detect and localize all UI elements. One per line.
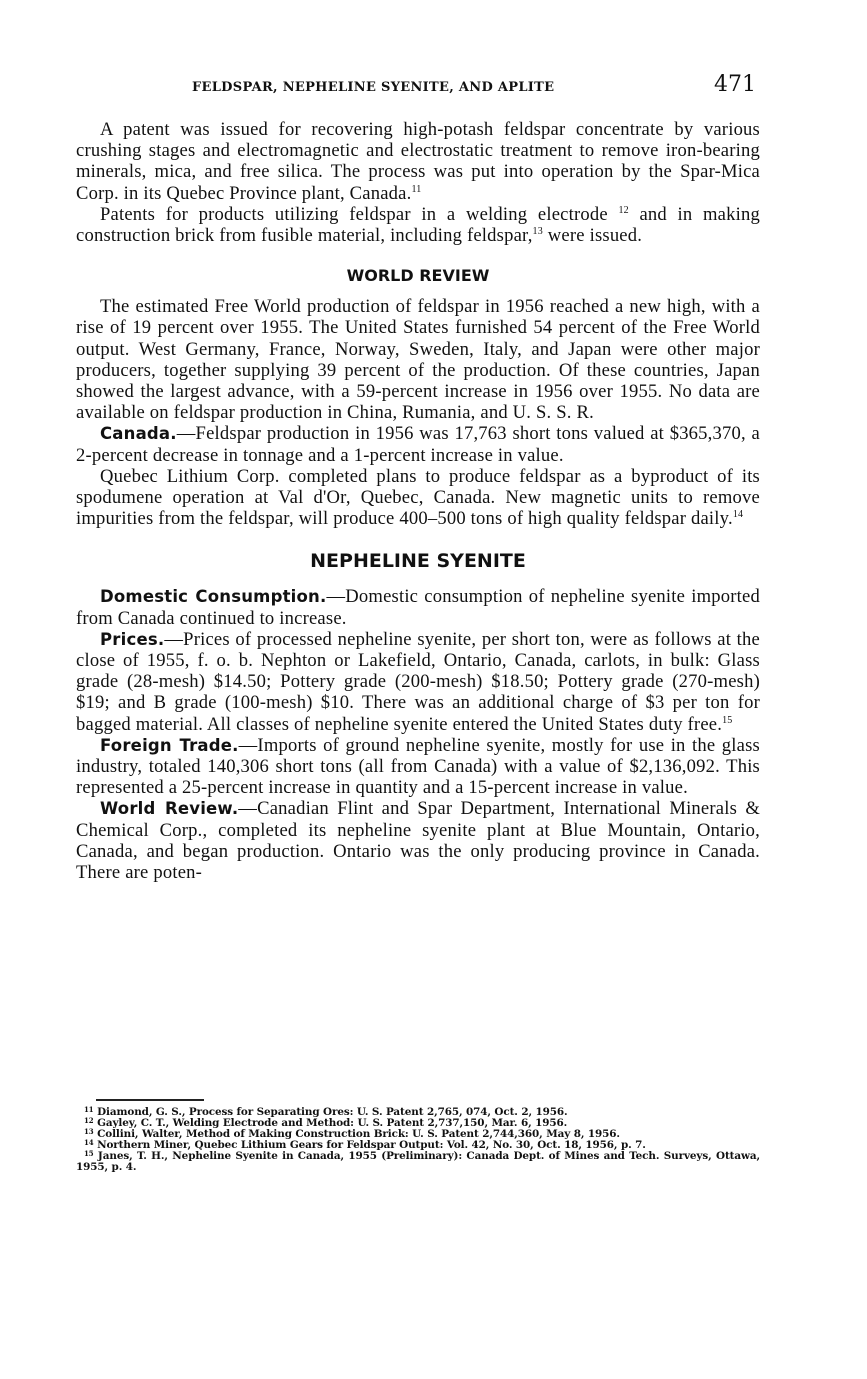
footnote-ref: 15	[722, 714, 733, 726]
paragraph-text: Quebec Lithium Corp. completed plans to produce feldspar as a byproduct of its spodumene operation at Val d'Or, Quebec, Canada. New magnetic units to remove impurities from the feldspar, will produce 400–500 tons of high quality feldspar daily.	[76, 465, 760, 530]
footnotes	[76, 1107, 760, 1173]
footnote-text: Janes, T. H., Nepheline Syenite in Canada, 1955 (Preliminary): Canada Dept. of Mines and Tech. Surveys, Ottawa, 1955, p. 4.	[76, 1150, 760, 1173]
section-heading-world-review: WORLD REVIEW	[346, 266, 490, 286]
paragraph-text: —Domestic consumption of nepheline syenite imported from Canada continued to increase.	[76, 586, 760, 629]
paragraph-world-review-nepheline	[76, 798, 760, 883]
run-in-heading-foreign-trade: Foreign Trade.	[100, 735, 239, 755]
paragraph-text: —Imports of ground nepheline syenite, mostly for use in the glass industry, totaled 140,306 short tons (all from Canada) with a value of $2,136,092. This represented a 25-percent increase in quantity and a 15-percent increase in value.	[76, 734, 760, 799]
footnote-ref: 13	[532, 226, 543, 238]
body-text	[76, 119, 760, 883]
paragraph-prices	[76, 629, 760, 735]
run-in-heading-prices: Prices.	[100, 629, 165, 649]
footnote-ref: 11	[411, 183, 422, 195]
run-in-heading-canada: Canada.	[100, 424, 177, 444]
footnote-text: Diamond, G. S., Process for Separating Ores: U. S. Patent 2,765, 074, Oct. 2, 1956.	[97, 1106, 568, 1118]
footnote-ref: 14	[732, 509, 744, 521]
paragraph-text: A patent was issued for recovering high-potash feldspar concentrate by various crushing stages and electromagnetic and electrostatic treatment to remove iron-bearing minerals, mica, and free silica. The process was put into operation by the Spar-Mica Corp. in its Quebec Province plant, Canada.	[76, 119, 760, 204]
paragraph-patents-products	[76, 204, 760, 246]
paragraph-domestic-consumption	[76, 586, 760, 628]
running-title: FELDSPAR, NEPHELINE SYENITE, AND APLITE	[192, 80, 555, 95]
paragraph-text: —Feldspar production in 1956 was 17,763 short tons valued at $365,370, a 2-percent decrease in tonnage and a 1-percent increase in value.	[76, 423, 760, 466]
paragraph-quebec-lithium	[76, 466, 760, 530]
footnote-number: 14	[84, 1138, 94, 1147]
paragraph-text: were issued.	[542, 225, 643, 247]
footnote-text: Gayley, C. T., Welding Electrode and Method: U. S. Patent 2,737,150, Mar. 6, 1956.	[97, 1117, 568, 1129]
footnote-item	[76, 1151, 760, 1173]
paragraph-patent-feldspar-concentrate	[76, 119, 760, 204]
run-in-heading-domestic-consumption: Domestic Consumption.	[100, 587, 327, 607]
footnote-number: 13	[84, 1127, 94, 1136]
section-heading-nepheline-syenite: NEPHELINE SYENITE	[310, 550, 526, 573]
paragraph-foreign-trade	[76, 735, 760, 799]
page-header	[76, 72, 760, 102]
footnote-number: 12	[84, 1116, 94, 1125]
footnote-text: Northern Miner, Quebec Lithium Gears for Feldspar Output: Vol. 42, No. 30, Oct. 18, 1956, p. 7.	[97, 1139, 646, 1151]
footnote-text: Collini, Walter, Method of Making Construction Brick: U. S. Patent 2,744,360, May 8, 1956.	[97, 1128, 620, 1140]
footnote-number: 15	[84, 1149, 94, 1158]
footnote-divider	[96, 1099, 204, 1101]
page-number: 471	[714, 72, 756, 97]
footnote-ref: 12	[618, 204, 629, 216]
paragraph-world-production: The estimated Free World production of feldspar in 1956 reached a new high, with a rise of 19 percent over 1955. The United States furnished 54 percent of the Free World output. West Germany, France, Norway, Sweden, Italy, and Japan were other major producers, together supplying 39 percent of the production. Of these countries, Japan showed the largest advance, with a 59-percent increase in 1956 over 1955. No data are available on feldspar production in China, Rumania, and U. S. S. R.	[76, 296, 760, 424]
paragraph-text: and in making construction brick from fusible material, including feldspar,	[76, 203, 760, 247]
paragraph-text: —Canadian Flint and Spar Department, International Minerals & Chemical Corp., completed its nepheline syenite plant at Blue Mountain, Ontario, Canada, and began production. Ontario was the only producing province in Canada. There are poten-	[76, 798, 760, 884]
run-in-heading-world-review: World Review.	[100, 799, 239, 819]
paragraph-text: —Prices of processed nepheline syenite, per short ton, were as follows at the close of 1955, f. o. b. Nephton or Lakefield, Ontario, Canada, carlots, in bulk: Glass grade (28-mesh) $14.50; Pottery grade (200-mesh) $18.50; Pottery grade (270-mesh) $19; and B grade (100-mesh) $10. There was an additional charge of $3 per ton for bagged material. All classes of nepheline syenite entered the United States duty free.	[76, 628, 760, 735]
paragraph-canada	[76, 423, 760, 465]
paragraph-text: Patents for products utilizing feldspar in a welding electrode	[100, 203, 608, 225]
footnote-number: 11	[84, 1105, 94, 1114]
